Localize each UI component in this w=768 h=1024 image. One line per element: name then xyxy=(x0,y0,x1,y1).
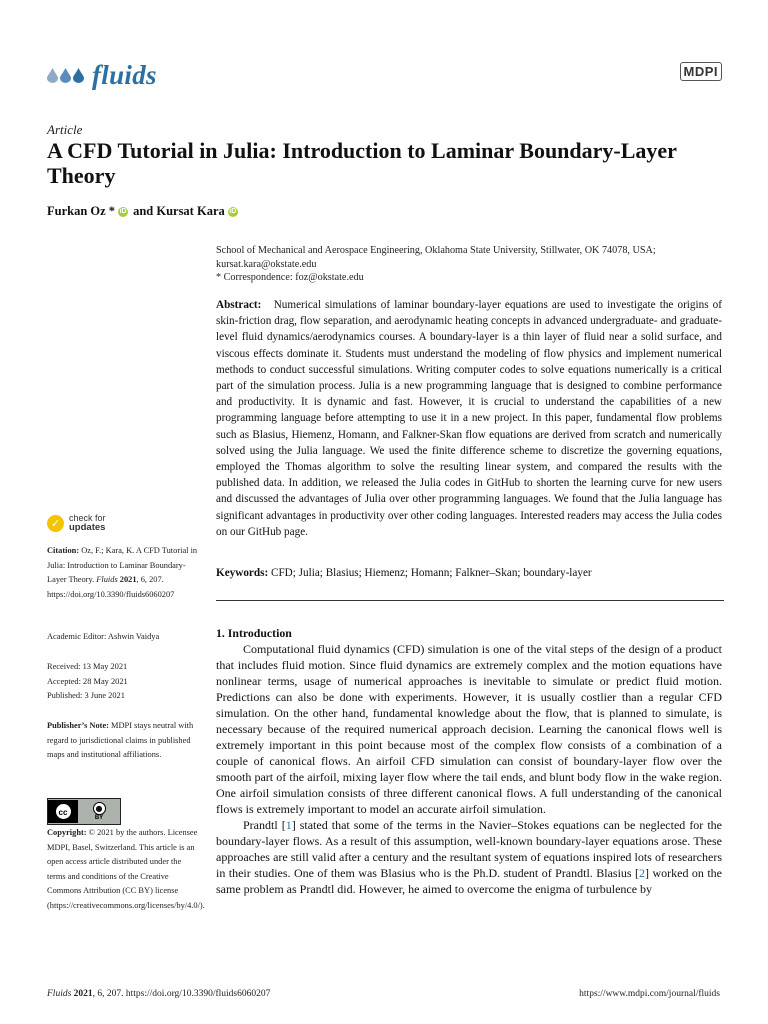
by-label: BY xyxy=(94,814,104,821)
author-oz[interactable]: Furkan Oz * xyxy=(47,204,116,218)
publisher-logo[interactable] xyxy=(680,62,723,81)
keywords-text: CFD; Julia; Blasius; Hiemenz; Homann; Falkner–Skan; boundary-layer xyxy=(271,567,592,579)
journal-logo[interactable] xyxy=(47,60,157,90)
divider xyxy=(216,600,724,601)
citation-link[interactable]: 1 xyxy=(285,818,292,832)
article-title: A CFD Tutorial in Julia: Introduction to Laminar Boundary-Layer Theory xyxy=(47,138,677,188)
affiliation-email: kursat.kara@okstate.edu xyxy=(216,258,317,270)
affiliation-block xyxy=(216,244,726,285)
check-for-updates-button[interactable] xyxy=(47,514,106,532)
abstract xyxy=(216,297,722,540)
orcid-icon[interactable]: iD xyxy=(229,207,237,215)
cc-by-license-badge[interactable] xyxy=(47,798,121,825)
paragraph-1: Computational fluid dynamics (CFD) simulation is one of the vital steps of the design of a product that includes fluid motion. Since fluid dynamics are extremely complex and the motion equations have nonlinear terms, usage of numerical approaches is inevitable to simulate or predict fluid motion. Predictions can also be done with experiments. However, it is usually costlier than a regular CFD simulation. On the other hand, fundamental knowledge about the flow, that is planned to simulate, is necessary because of the required numerical approach decision. Learning the canonical flows well is extremely important in this point because most of the complex flow consists of a combination of a couple of canonical flows. An airfoil CFD simulation can consist of boundary-layer flow over the smooth part of the airfoil, mixing layer flow where the tail ends, and blunt body flow in the wake region. One airfoil simulation consists of three different canonical flows. A full understanding of the canonical flows is extremely important to model an accurate airfoil simulation. xyxy=(216,642,722,816)
citation-doi[interactable]: , 6, 207. https://doi.org/10.3390/fluids6060207 xyxy=(47,575,175,599)
check-updates-line1: check for xyxy=(69,513,106,523)
publisher-name: MDPI xyxy=(680,62,723,81)
keywords xyxy=(216,566,722,581)
copyright-label: Copyright: xyxy=(47,828,87,837)
article-type: Article xyxy=(47,122,83,137)
section-heading: 1. Introduction xyxy=(216,626,292,640)
paragraph-2 xyxy=(216,817,722,897)
droplets-icon xyxy=(47,68,84,83)
paragraph-2-text: ] stated that some of the terms in the Navier–Stokes equations can be neglected for the boundary-layer flows. As a result of this assumption, well-known boundary-layer equations arose. These approaches are still valid after a century and the resultant system of equations inspired lots of researchers in their studies. One of them was Blasius who is the Ph.D. student of Prandtl. Blasius [ xyxy=(216,818,722,880)
footer-year: 2021 xyxy=(73,989,93,999)
paragraph-2-text: ] worked on the same problem as Prandtl did. However, he aimed to overcome the enigma of turbulence by xyxy=(216,866,722,896)
correspondence: * Correspondence: foz@okstate.edu xyxy=(216,272,364,283)
abstract-label: Abstract: xyxy=(216,299,262,311)
published-date: Published: 3 June 2021 xyxy=(47,691,125,701)
cc-icon: cc xyxy=(55,803,72,820)
journal-name: fluids xyxy=(92,60,157,90)
citation-text: Oz, F.; Kara, K. A CFD Tutorial in Julia: Introduction to Laminar Boundary-Layer Theory. xyxy=(47,546,198,585)
footer-citation xyxy=(47,989,270,999)
citation-link[interactable]: 2 xyxy=(639,866,646,880)
publishers-note-text: MDPI stays neutral with regard to jurisdictional claims in published maps and institutional affiliations. xyxy=(47,721,194,760)
citation-year: 2021 xyxy=(119,575,137,585)
citation-label: Citation: xyxy=(47,546,80,555)
footer-journal: Fluids xyxy=(47,989,72,999)
affiliation: School of Mechanical and Aerospace Engineering, Oklahoma State University, Stillwater, OK 74078, USA; xyxy=(216,245,656,256)
copyright-text: © 2021 by the authors. Licensee MDPI, Basel, Switzerland. This article is an open access article distributed under the terms and conditions of the Creative Commons Attribution (CC BY) license (https://creativecommons.org/licenses/by/4.0/). xyxy=(47,828,205,910)
publishers-note xyxy=(47,719,199,763)
footer-journal-url[interactable]: https://www.mdpi.com/journal/fluids xyxy=(579,989,720,999)
check-updates-line2: updates xyxy=(69,522,106,533)
keywords-label: Keywords: xyxy=(216,567,269,579)
footer-doi[interactable]: , 6, 207. https://doi.org/10.3390/fluids6060207 xyxy=(92,989,271,999)
dates-block xyxy=(47,660,199,704)
person-icon: ● xyxy=(93,802,106,815)
checkmark-icon: ✓ xyxy=(47,515,64,532)
academic-editor: Academic Editor: Ashwin Vaidya xyxy=(47,632,160,641)
orcid-icon[interactable]: iD xyxy=(119,207,127,215)
body-text xyxy=(216,641,722,897)
accepted-date: Accepted: 28 May 2021 xyxy=(47,676,128,686)
copyright-block xyxy=(47,826,205,914)
citation-block xyxy=(47,544,199,602)
author-kara[interactable]: and Kursat Kara xyxy=(133,204,225,218)
author-list xyxy=(47,204,238,219)
paragraph-2-text: Prandtl [ xyxy=(243,818,286,832)
received-date: Received: 13 May 2021 xyxy=(47,662,128,671)
publishers-note-label: Publisher’s Note: xyxy=(47,721,109,730)
citation-journal: Fluids xyxy=(96,575,118,585)
abstract-text: Numerical simulations of laminar boundary-layer equations are used to investigate the origins of skin-friction drag, flow separation, and aerodynamic heating concepts in advanced undergraduate- and graduate-level fluid dynamics/aerodynamics courses. A boundary-layer is a thin layer of fluid near a solid surface, and viscous effects dominate it. Students must understand the modeling of flow physics and implement numerical methods to conduct successful simulations. Writing computer codes to solve equations numerically is a critical part of the simulation process. Julia is a new programming language that is designed to combine performance and productivity. It is dynamic and fast. However, it is crucial to understand the capabilities of a new programming language before attempting to use it in a new project. In this paper, fundamental flow problems such as Blasius, Hiemenz, Homann, and Falkner-Skan flow equations are derived from scratch and numerically solved using the Julia language. We used the finite difference scheme to discretize the governing equations, employed the Thomas algorithm to solve the resulting linear system, and compared the results with the published data. In addition, we released the Julia codes in GitHub to shorten the learning curve for new users and discussed the advantages of Julia over other programming languages. We found that the Julia language has significant advantages in productivity over other coding languages. Interested readers may access the Julia codes on our GitHub page. xyxy=(216,299,723,538)
